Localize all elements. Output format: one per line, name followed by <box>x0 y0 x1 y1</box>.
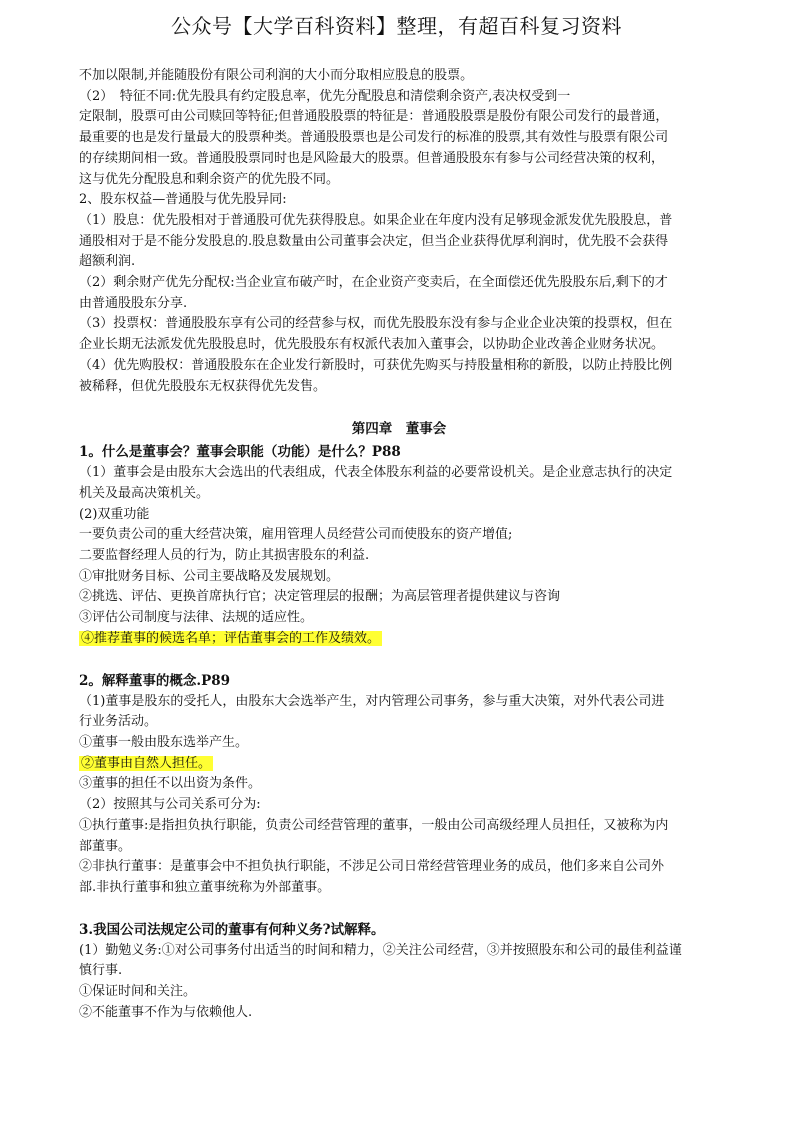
text-line: ②非执行董事：是董事会中不担负执行职能，不涉足公司日常经营管理业务的成员，他们多来自公司外 <box>79 859 665 875</box>
text-line: 最重要的也是发行量最大的股票种类。普通股股票也是公司发行的标准的股票,其有效性与股票有限公司 <box>79 130 669 146</box>
text-line: 不加以限制,并能随股份有限公司利润的大小而分取相应股息的股票。 <box>79 68 474 83</box>
text-line: （1）股息：优先股相对于普通股可优先获得股息。如果企业在年度内没有足够现金派发优先股股息，普 <box>79 212 673 228</box>
text-line: ③评估公司制度与法律、法规的适应性。 <box>79 610 314 626</box>
text-line: 被稀释，但优先股股东无权获得优先发售。 <box>79 378 327 394</box>
text-line: 一要负责公司的重大经营决策，雇用管理人员经营公司而使股东的资产增值; <box>79 527 513 543</box>
text-line: ②挑选、评估、更换首席执行官；决定管理层的报酬；为高层管理者提供建议与咨询 <box>79 589 561 605</box>
text-line: ①执行董事:是指担负执行职能，负责公司经营管理的董事，一般由公司高级经理人员担任，又被称为内 <box>79 817 669 833</box>
text-line: 的存续期间相一致。普通股股票同时也是风险最大的股票。但普通股股东有参与公司经营决策的权利， <box>79 150 665 166</box>
text-line: （2）按照其与公司关系可分为: <box>79 797 261 813</box>
text-line: （3）投票权：普通股股东享有公司的经营参与权，而优先股股东没有参与企业企业决策的投票权，但在 <box>79 316 673 332</box>
question-1 <box>79 441 719 649</box>
section1 <box>79 66 719 397</box>
text-line: 二要监督经理人员的行为，防止其损害股东的利益. <box>79 548 370 564</box>
page-header: 公众号【大学百科资料】整理，有超百科复习资料 <box>171 14 622 38</box>
text-line: (1）勤勉义务:①对公司事务付出适当的时间和精力，②关注公司经营，③并按照股东和公司的最佳利益谨 <box>79 942 682 958</box>
question-2 <box>79 670 719 899</box>
text-line: ①董事一般由股东选举产生。 <box>79 734 249 750</box>
question-title: 1。什么是董事会？董事会职能（功能）是什么？P88 <box>79 444 401 461</box>
question-title: 2。解释董事的概念.P89 <box>79 672 231 689</box>
highlight-text: ④推荐董事的候选名单；评估董事会的工作及绩效。 <box>81 630 381 646</box>
text-line: （2） 特征不同:优先股具有约定股息率，优先分配股息和清偿剩余资产,表决权受到一 <box>79 88 571 104</box>
text-line: 定限制，股票可由公司赎回等特征;但普通股股票的特征是：普通股股票是股份有限公司发行的最普通， <box>79 109 669 125</box>
text-line: ③董事的担任不以出资为条件。 <box>79 776 262 792</box>
text-line: （2）剩余财产优先分配权:当企业宣布破产时，在企业资产变卖后，在全面偿还优先股股东后,剩下的才 <box>79 275 668 291</box>
highlighted-line <box>79 754 719 775</box>
text-line: （4）优先购股权：普通股股东在企业发行新股时，可获优先购买与持股量相称的新股，以防止持股比例 <box>79 357 673 373</box>
text-line: ②不能董事不作为与依赖他人. <box>79 1004 253 1020</box>
text-line: 行业务活动。 <box>79 714 158 730</box>
document-body <box>79 66 719 1023</box>
text-line: 2、股东权益—普通股与优先股异同: <box>79 192 287 208</box>
text-line: 部.非执行董事和独立董事统称为外部董事。 <box>79 879 331 895</box>
text-line: 部董事。 <box>79 838 132 854</box>
question-title: 3.我国公司法规定公司的董事有何种义务?试解释。 <box>79 921 385 938</box>
text-line: 通股相对于是不能分发股息的.股息数量由公司董事会决定，但当企业获得优厚利润时，优先股不会获得 <box>79 233 669 249</box>
text-line: 慎行事. <box>79 963 123 979</box>
text-line: ①保证时间和关注。 <box>79 984 197 1000</box>
text-line: ①审批财务目标、公司主要战略及发展规划。 <box>79 568 340 584</box>
text-line: 超额利润. <box>79 254 136 270</box>
text-line: 企业长期无法派发优先股股息时，优先股股东有权派代表加入董事会，以协助企业改善企业财务状况。 <box>79 337 665 353</box>
text-line: （1）董事会是由股东大会选出的代表组成，代表全体股东利益的必要常设机关。是企业意志执行的决定 <box>79 465 673 481</box>
text-line: 这与优先分配股息和剩余资产的优先股不同。 <box>79 171 340 187</box>
question-3 <box>79 919 719 1024</box>
text-line: 机关及最高决策机关。 <box>79 485 210 501</box>
highlight-text: ②董事由自然人担任。 <box>81 755 212 771</box>
chapter-title: 第四章 董事会 <box>351 421 447 438</box>
text-line: 由普通股股东分享. <box>79 295 188 311</box>
text-line: （1)董事是股东的受托人，由股东大会选举产生，对内管理公司事务，参与重大决策，对外代表公司进 <box>79 693 665 709</box>
text-line: (2)双重功能 <box>79 506 150 522</box>
highlighted-line <box>79 629 719 650</box>
